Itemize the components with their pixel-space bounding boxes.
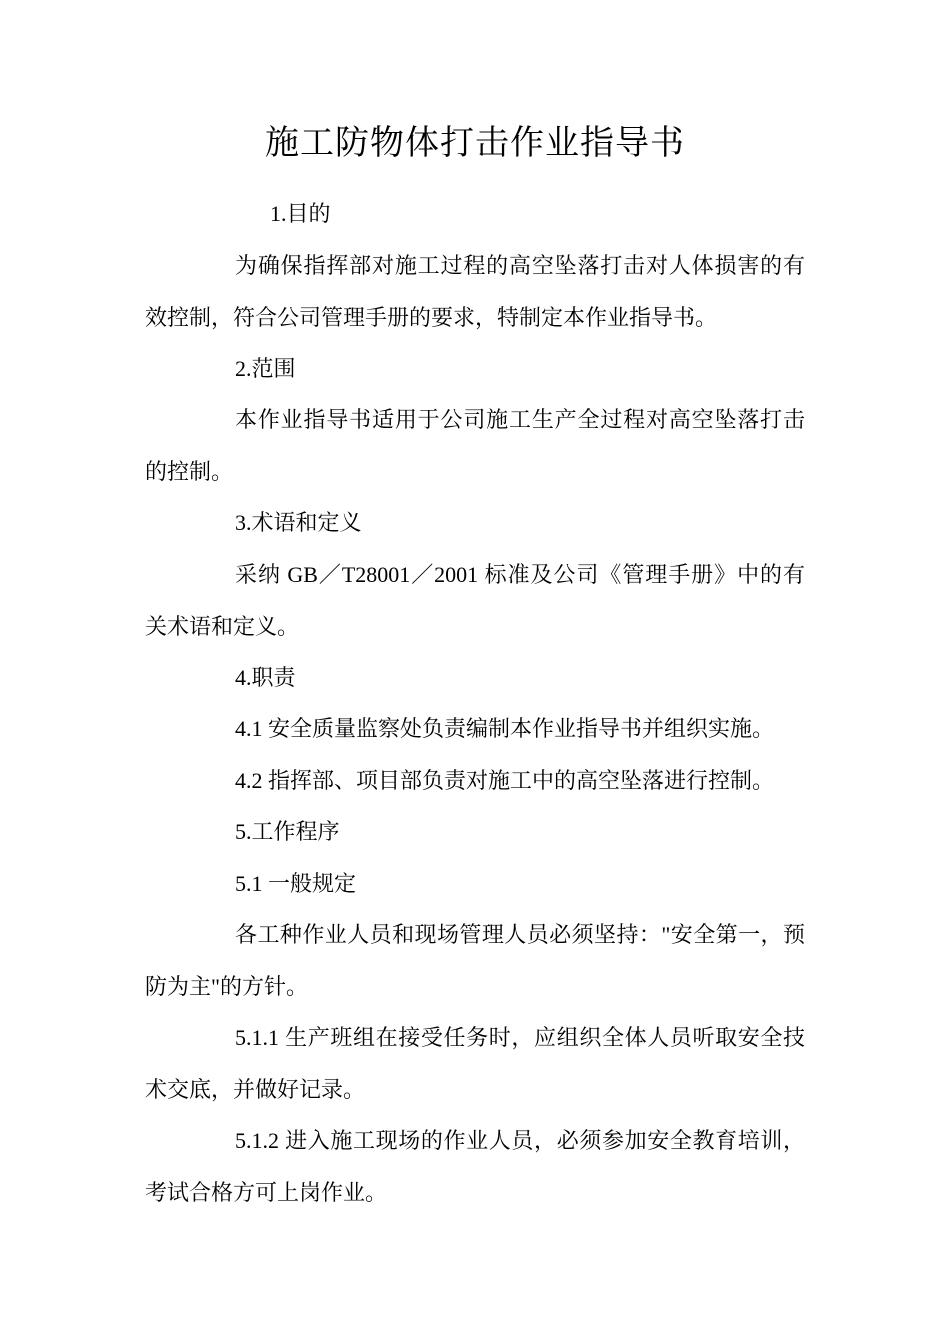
paragraph-line: 关术语和定义。 [145,614,300,639]
section-heading-procedure: 5.工作程序 [235,819,340,844]
section-heading-terms: 3.术语和定义 [235,510,362,535]
paragraph-line: 防为主"的方针。 [145,974,308,999]
paragraph-line: 5.1.2 进入施工现场的作业人员，必须参加安全教育培训， [235,1128,805,1153]
paragraph-line: 4.2 指挥部、项目部负责对施工中的高空坠落进行控制。 [235,768,775,793]
paragraph-line: 效控制，符合公司管理手册的要求，特制定本作业指导书。 [145,305,718,330]
subsection-heading-general: 5.1 一般规定 [235,871,357,896]
paragraph-line: 各工种作业人员和现场管理人员必须坚持："安全第一，预 [235,922,805,947]
paragraph-line: 考试合格方可上岗作业。 [145,1180,388,1205]
section-heading-purpose: 1.目的 [270,201,331,226]
paragraph-line: 4.1 安全质量监察处负责编制本作业指导书并组织实施。 [235,716,775,741]
document-title: 施工防物体打击作业指导书 [265,125,685,162]
paragraph-line: 的控制。 [145,459,234,484]
paragraph-line: 术交底，并做好记录。 [145,1077,366,1102]
paragraph-line: 为确保指挥部对施工过程的高空坠落打击对人体损害的有 [235,253,805,278]
paragraph-line: 5.1.1 生产班组在接受任务时，应组织全体人员听取安全技 [235,1025,805,1050]
section-heading-responsibilities: 4.职责 [235,665,296,690]
section-heading-scope: 2.范围 [235,356,296,381]
paragraph-line: 采纳 GB／T28001／2001 标准及公司《管理手册》中的有 [235,562,805,587]
paragraph-line: 本作业指导书适用于公司施工生产全过程对高空坠落打击 [235,407,805,432]
